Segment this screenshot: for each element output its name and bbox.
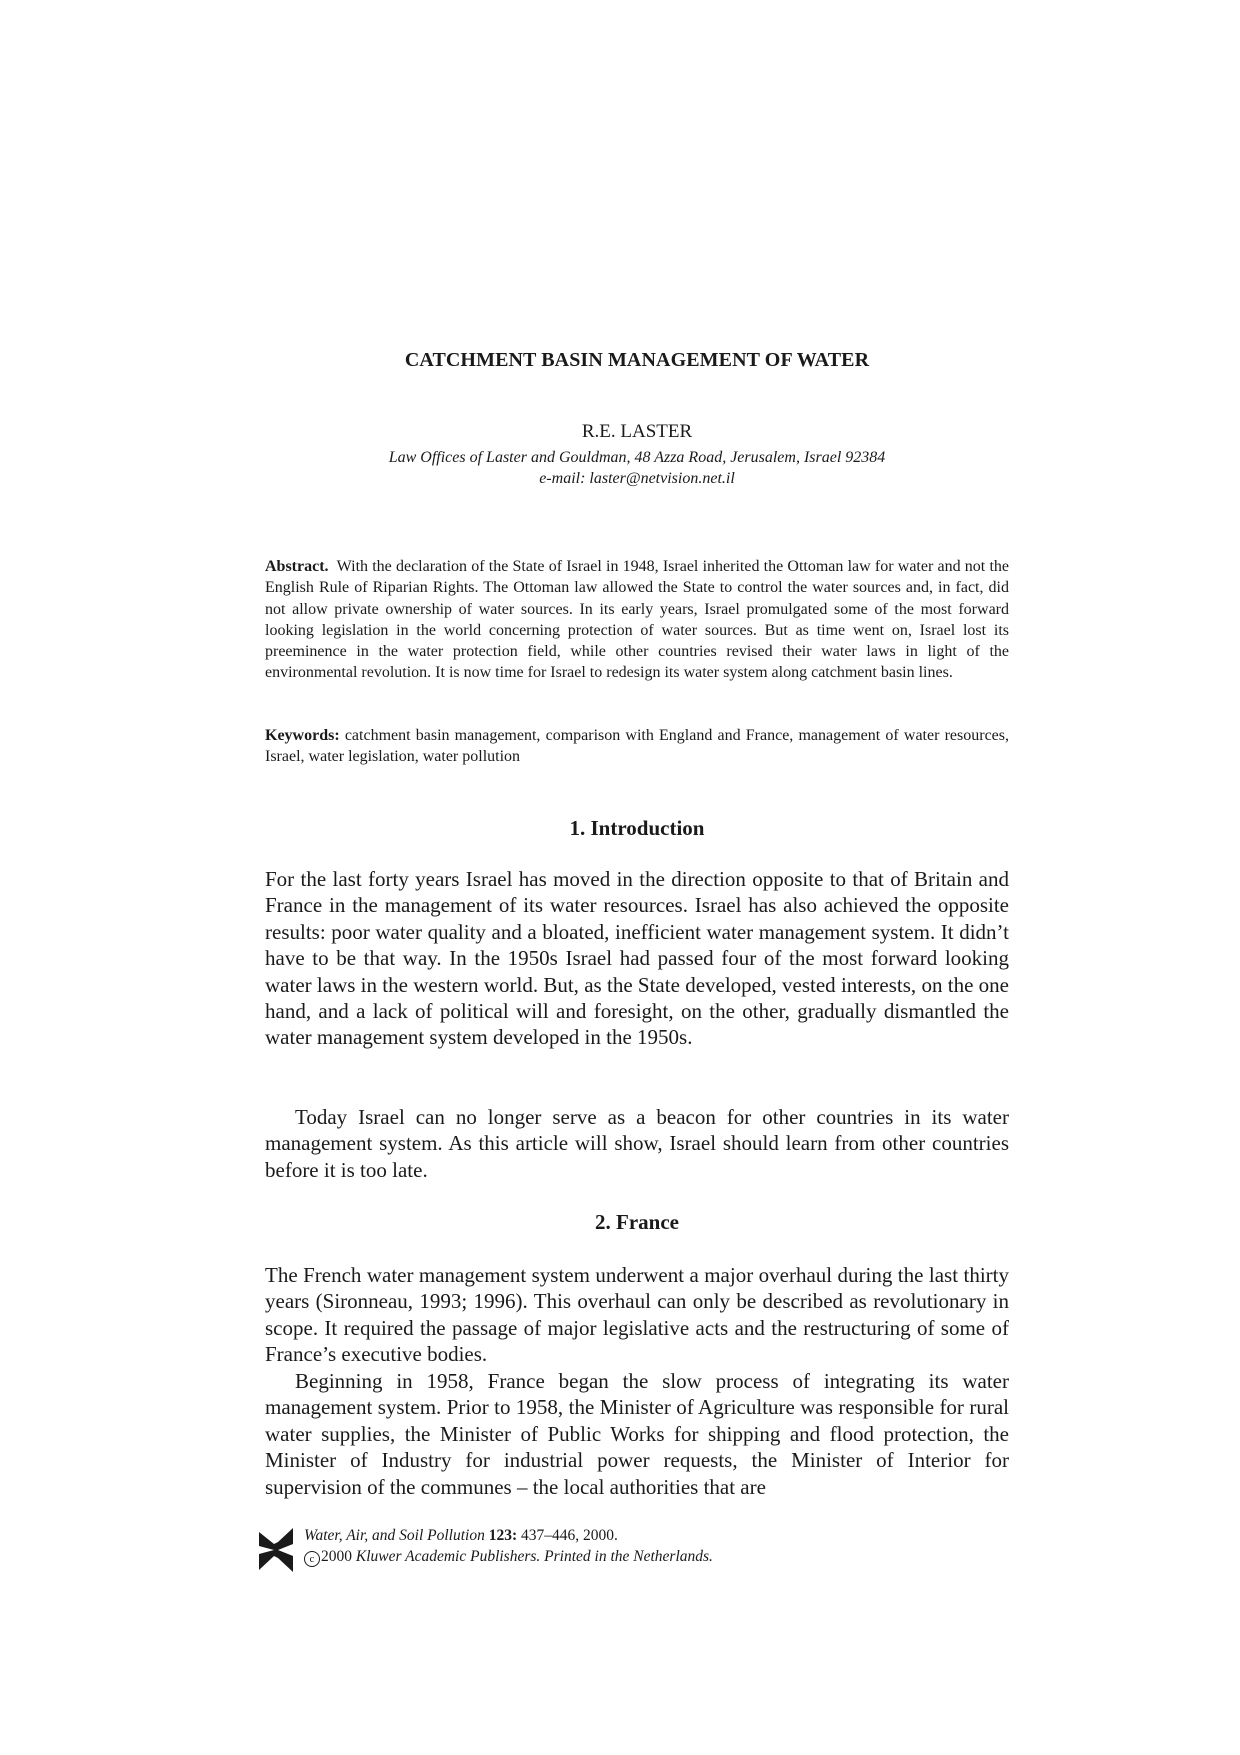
journal-pages: 437–446, 2000.: [521, 1527, 618, 1544]
journal-volume: 123:: [488, 1527, 518, 1544]
copyright-symbol: c: [304, 1551, 320, 1567]
author-email: e-mail: laster@netvision.net.il: [539, 470, 735, 487]
section-heading-introduction: 1. Introduction: [569, 816, 705, 840]
body-paragraph: The French water management system underwent a major overhaul during the last thirty years (Sironneau, 1993; 1996). This overhaul can only be described as revolutionary in scope. It required the passage of major legislative acts and the restructuring of some of France’s executive bodies.: [265, 1263, 1009, 1367]
keywords-text: catchment basin management, comparison with England and France, management of water resources, Israel, water legislation, water pollution: [265, 727, 1009, 766]
copyright-year: 2000: [321, 1548, 352, 1565]
paper-title: CATCHMENT BASIN MANAGEMENT OF WATER: [404, 349, 870, 371]
paper-page: [265, 0, 1009, 1755]
abstract-text: With the declaration of the State of Israel in 1948, Israel inherited the Ottoman law for water and not the English Rule of Riparian Rights. The Ottoman law allowed the State to control the water sources and, in fact, did not allow private ownership of water sources. In its early years, Israel promulgated some of the most forward looking legislation in the world concerning protection of water sources. But as time went on, Israel lost its preeminence in the water protection field, while other countries revised their water laws in light of the environmental revolution. It is now time for Israel to redesign its water system along catchment basin lines.: [265, 558, 1009, 682]
body-paragraph: Beginning in 1958, France began the slow process of integrating its water management system. Prior to 1958, the Minister of Agriculture was responsible for rural water supplies, the Minister of Public Works for shipping and flood protection, the Minister of Industry for industrial power requests, the Minister of Interior for supervision of the communes – the local authorities that are: [265, 1369, 1009, 1499]
publication-footer: [259, 1526, 859, 1576]
abstract: [265, 556, 1009, 684]
author-affiliation: Law Offices of Laster and Gouldman, 48 Azza Road, Jerusalem, Israel 92384: [388, 449, 886, 466]
journal-name: Water, Air, and Soil Pollution: [304, 1527, 485, 1544]
author-name: R.E. LASTER: [581, 421, 693, 442]
publisher-logo-icon: [259, 1528, 293, 1572]
body-paragraph: For the last forty years Israel has moved in the direction opposite to that of Britain and France in the management of its water resources. Israel has also achieved the opposite results: poor water quality and a bloated, inefficient water management system. It didn’t have to be that way. In the 1950s Israel had passed four of the most forward looking water laws in the western world. But, as the State developed, vested interests, on the one hand, and a lack of political will and foresight, on the other, gradually dismantled the water management system developed in the 1950s.: [265, 867, 1009, 1050]
keywords: [265, 725, 1009, 768]
body-paragraph: Today Israel can no longer serve as a beacon for other countries in its water management system. As this article will show, Israel should learn from other countries before it is too late.: [265, 1105, 1009, 1182]
section-heading-france: 2. France: [595, 1210, 679, 1234]
publisher-name: Kluwer Academic Publishers. Printed in the Netherlands.: [355, 1548, 713, 1565]
citation-line: [304, 1527, 618, 1545]
abstract-label: Abstract.: [265, 558, 329, 575]
keywords-label: Keywords:: [265, 727, 340, 744]
copyright-line: [304, 1548, 713, 1567]
